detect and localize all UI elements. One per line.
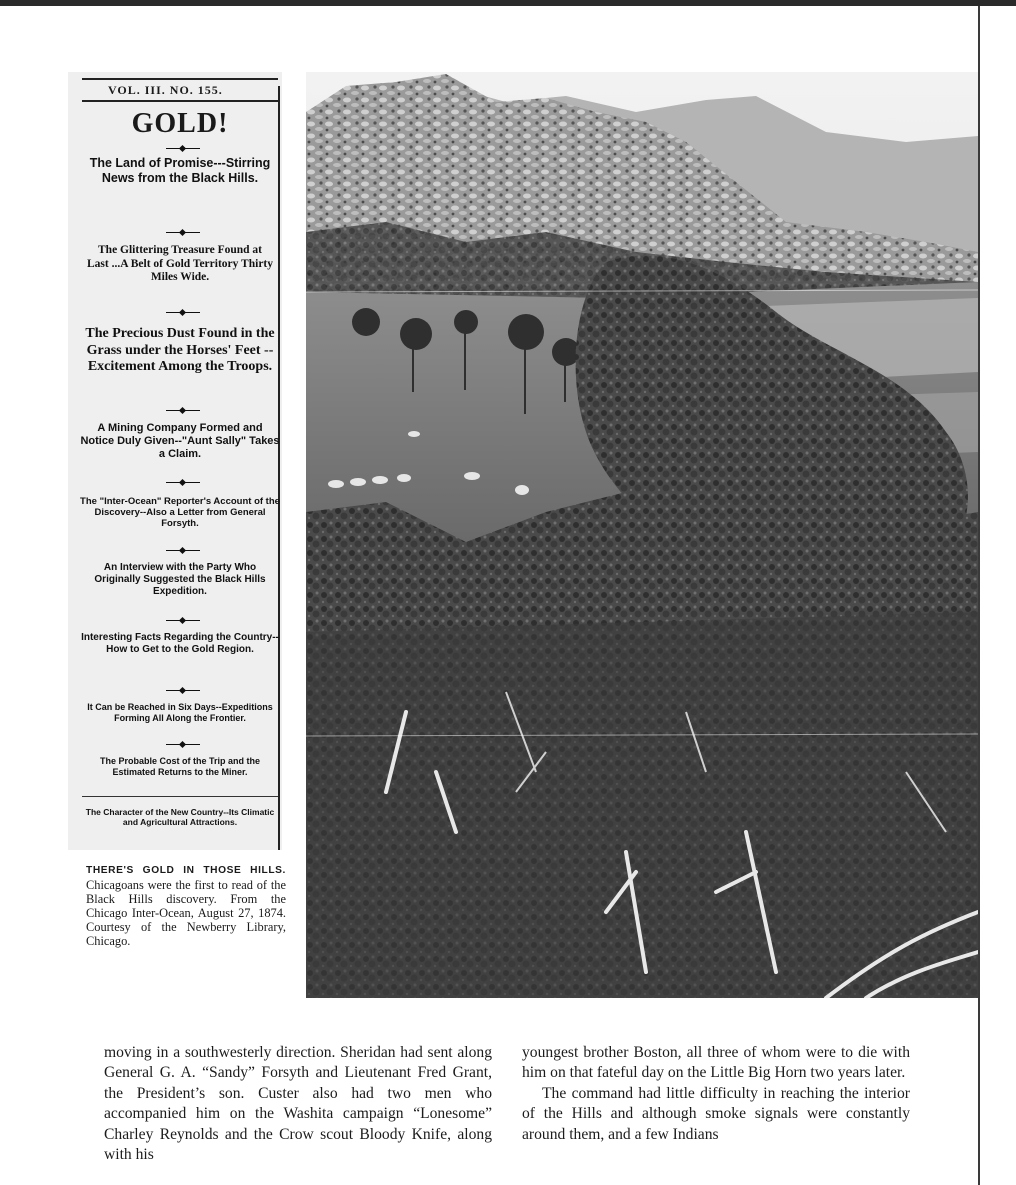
clipping-headline-5: The "Inter-Ocean" Reporter's Account of the Discovery--Also a Letter from General Forsyth. bbox=[80, 496, 280, 530]
clipping-headline-4: A Mining Company Formed and Notice Duly Given--"Aunt Sally" Takes a Claim. bbox=[80, 422, 280, 460]
article-paragraph: The command had little difficulty in reaching the interior of the Hills and although smoke signals were constantly around them, and a few Indians bbox=[522, 1084, 910, 1143]
clipping-headline-6: An Interview with the Party Who Originally Suggested the Black Hills Expedition. bbox=[94, 562, 266, 597]
clipping-column-rule bbox=[278, 86, 280, 850]
clipping-headline-9: The Probable Cost of the Trip and the Estimated Returns to the Miner. bbox=[99, 756, 260, 777]
article-paragraph: youngest brother Boston, all three of whom were to die with him on that fateful day on the Little Big Horn two years later. bbox=[522, 1044, 910, 1082]
newspaper-clipping bbox=[68, 72, 282, 850]
clipping-headline-1: The Land of Promise---Stirring News from the Black Hills. bbox=[89, 156, 271, 185]
landscape-photo-icon bbox=[306, 72, 978, 998]
clipping-banner: GOLD! bbox=[131, 108, 229, 139]
ornament-divider bbox=[166, 482, 200, 483]
ornament-divider bbox=[166, 232, 200, 233]
caption-title: THERE'S GOLD IN THOSE HILLS. bbox=[86, 865, 286, 876]
clipping-headline-8: It Can be Reached in Six Days--Expeditions Forming All Along the Frontier. bbox=[87, 702, 273, 723]
ornament-divider bbox=[166, 744, 200, 745]
clipping-headline-3: The Precious Dust Found in the Grass under the Horses' Feet --Excitement Among the Troops. bbox=[85, 326, 275, 375]
caption-text: Chicagoans were the first to read of the Black Hills discovery. From the Chicago Inter-Ocean, August 27, 1874. Courtesy of the Newberry Library, Chicago. bbox=[86, 878, 286, 948]
clipping-headline-2: The Glittering Treasure Found at Last ...A Belt of Gold Territory Thirty Miles Wide. bbox=[86, 244, 274, 284]
ornament-divider bbox=[166, 148, 200, 149]
page-binding-edge bbox=[978, 6, 980, 1185]
article-column-left bbox=[104, 1043, 492, 1165]
clipping-volume-line: VOL. III. NO. 155. bbox=[82, 78, 278, 102]
clipping-headline-10: The Character of the New Country--Its Climatic and Agricultural Attractions. bbox=[85, 807, 275, 827]
article-paragraph: moving in a southwesterly direction. Sheridan had sent along General G. A. “Sandy” Forsyth and Lieutenant Fred Grant, the President’s son. Custer also had two men who accompanied him on the Washita campaign “Lonesome” Charley Reynolds and the Crow scout Bloody Knife, along with his bbox=[104, 1044, 492, 1164]
divider-rule bbox=[82, 796, 278, 797]
article-column-right bbox=[522, 1043, 910, 1145]
ornament-divider bbox=[166, 620, 200, 621]
clipping-headline-7: Interesting Facts Regarding the Country--How to Get to the Gold Region. bbox=[81, 632, 279, 655]
ornament-divider bbox=[166, 550, 200, 551]
page-top-edge bbox=[0, 0, 1016, 6]
figure-caption bbox=[86, 862, 286, 948]
black-hills-photograph bbox=[306, 72, 978, 998]
ornament-divider bbox=[166, 312, 200, 313]
ornament-divider bbox=[166, 690, 200, 691]
ornament-divider bbox=[166, 410, 200, 411]
